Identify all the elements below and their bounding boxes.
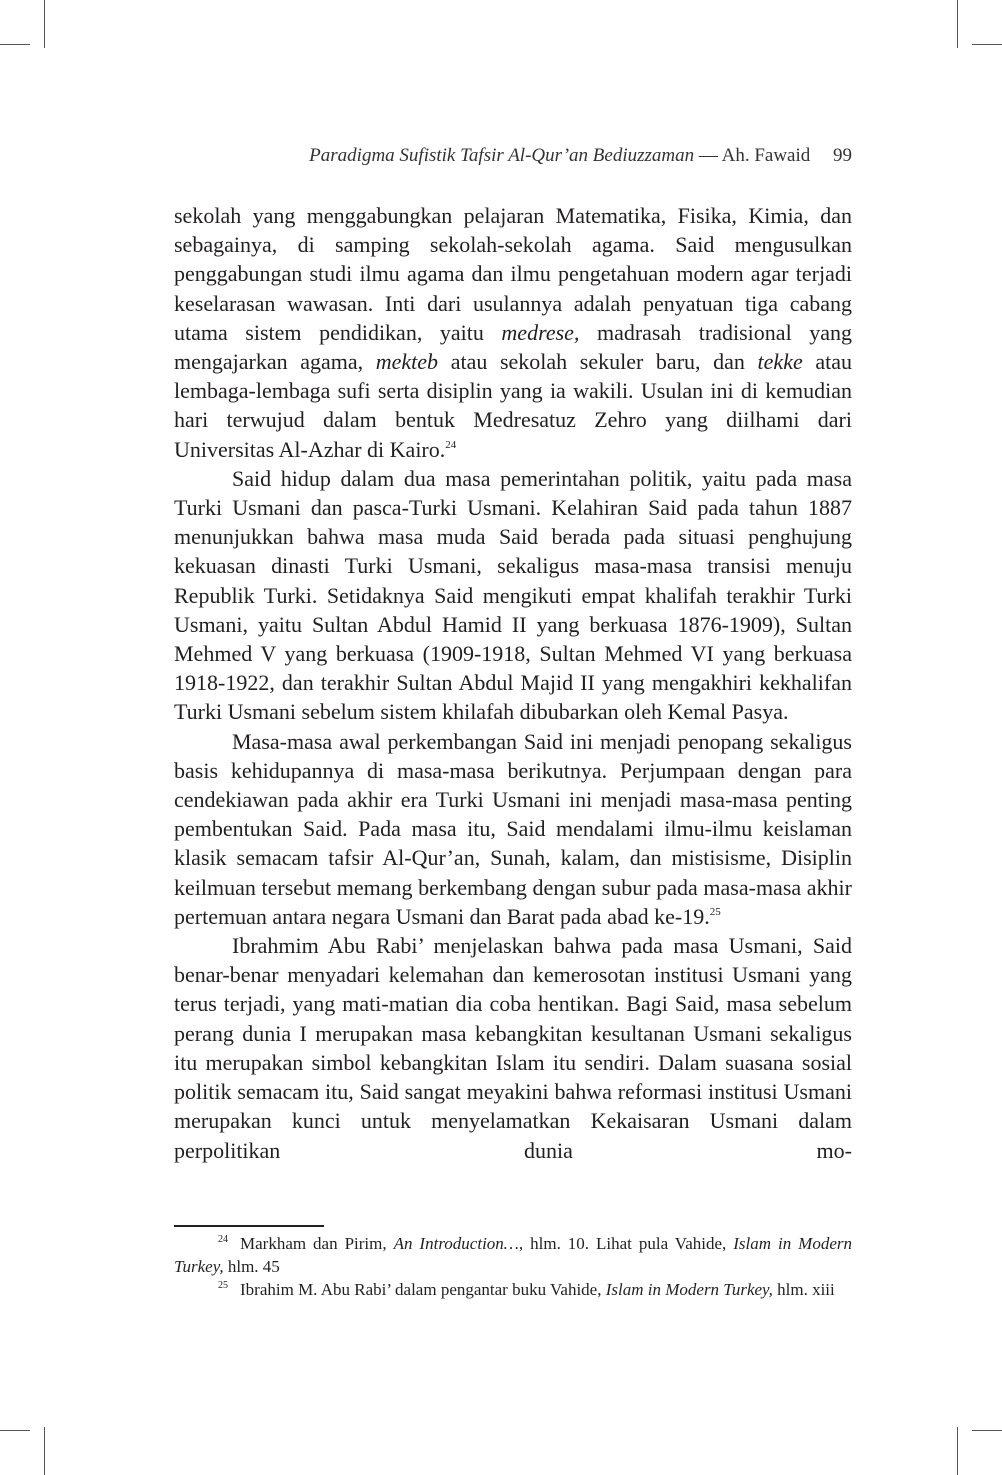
crop-mark <box>0 44 30 45</box>
book-title: Paradigma Sufistik Tafsir Al-Qur’an Bediuzzaman <box>309 145 695 166</box>
crop-mark <box>44 1427 45 1475</box>
footnote: $^{24}$ Markham dan Pirim, An Introduction…, hlm. 10. Lihat pula Vahide, Islam in Modern Turkey, hlm. 45 <box>174 1234 852 1276</box>
paragraph: Ibrahmim Abu Rabi’ menjelaskan bahwa pada masa Usmani, Said benar-benar menyadari kelemahan dan kemerosotan institusi Usmani yang terus terjadi, yang mati-matian dia coba hentikan. Bagi Said, masa sebelum perang dunia I merupakan masa kebangkitan kesultanan Usmani sekaligus itu merupakan simbol kebangkitan Islam itu sendiri. Dalam suasana sosial politik semacam itu, Said sangat meyakini bahwa reformasi institusi Usmani merupakan kunci untuk menyelamatkan Kekaisaran Usmani dalam perpolitikan dunia mo- <box>174 933 852 1163</box>
term-mekteb: mekteb <box>375 349 439 375</box>
footnote-number: 25 <box>218 1280 228 1291</box>
paragraph: Masa-masa awal perkembangan Said ini menjadi penopang sekaligus basis kehidupannya di masa-masa berikutnya. Perjumpaan dengan para cendekiawan pada akhir era Turki Usmani ini menjadi masa-masa penting pembentukan Said. Pada masa itu, Said mendalami ilmu-ilmu keislaman klasik semacam tafsir Al-Qur’an, Sunah, kalam, dan mistisisme, Disiplin keilmuan tersebut memang berkembang dengan subur pada masa-masa akhir pertemuan antara negara Usmani dan Barat pada abad ke-19.25 <box>174 728 852 929</box>
crop-mark <box>44 0 45 48</box>
term-medrese: medrese, <box>501 319 580 345</box>
footnote: $^{25}$ Ibrahim M. Abu Rabi’ dalam pengantar buku Vahide, Islam in Modern Turkey, hlm. xiii <box>218 1280 835 1299</box>
crop-mark <box>972 44 1002 45</box>
footnotes <box>174 1233 852 1303</box>
footnote-ref-24[interactable]: 24 <box>445 438 457 451</box>
footnote-number: 24 <box>218 1234 228 1245</box>
body-text <box>174 201 852 1165</box>
author: — Ah. Fawaid <box>698 145 811 166</box>
footnote-separator <box>174 1225 324 1227</box>
footnote-ref-25[interactable]: 25 <box>709 905 721 918</box>
paragraph: sekolah yang menggabungkan pelajaran Matematika, Fisika, Kimia, dan sebagainya, di samping sekolah-sekolah agama. Said mengusulkan penggabungan studi ilmu agama dan ilmu pengetahuan modern agar terjadi keselarasan wawasan. Inti dari usulannya adalah penyatuan tiga cabang utama sistem pendidikan, yaitu medrese, madrasah tradisional yang mengajarkan agama, mekteb atau sekolah sekuler baru, dan tekke atau lembaga-lembaga sufi serta disiplin yang ia wakili. Usulan ini di kemudian hari terwujud dalam bentuk Medresatuz Zehro yang diilhami dari Universitas Al-Azhar di Kairo.$^{24}$ <box>174 203 852 462</box>
crop-mark <box>0 1430 30 1431</box>
crop-mark <box>957 1427 958 1475</box>
page-number: 99 <box>833 145 852 166</box>
running-header <box>174 143 852 169</box>
crop-mark <box>957 0 958 48</box>
paragraph: Said hidup dalam dua masa pemerintahan politik, yaitu pada masa Turki Usmani dan pasca-Turki Usmani. Kelahiran Said pada tahun 1887 menunjukkan bahwa masa muda Said berada pada situasi penghujung kekuasan dinasti Turki Usmani, sekaligus masa-masa transisi menuju Republik Turki. Setidaknya Said mengikuti empat khalifah terakhir Turki Usmani, yaitu Sultan Abdul Hamid II yang berkuasa 1876-1909), Sultan Mehmed V yang berkuasa (1909-1918, Sultan Mehmed VI yang berkuasa 1918-1922, dan terakhir Sultan Abdul Majid II yang mengakhiri kekhalifan Turki Usmani sebelum sistem khilafah dibubarkan oleh Kemal Pasya. <box>174 465 852 725</box>
crop-mark <box>972 1430 1002 1431</box>
term-tekke: tekke <box>757 349 803 375</box>
